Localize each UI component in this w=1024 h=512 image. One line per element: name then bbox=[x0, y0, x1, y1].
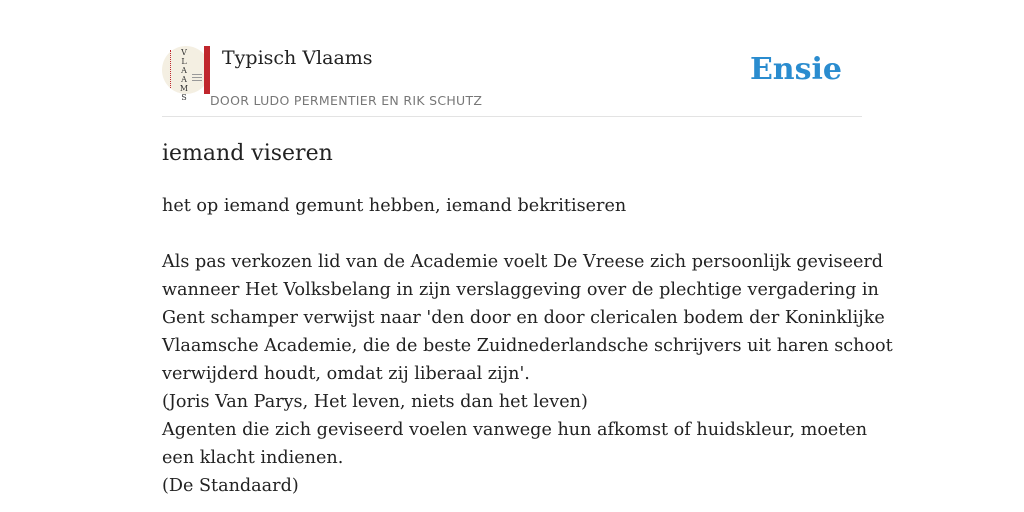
entry-content bbox=[162, 192, 893, 500]
logo-letter: L bbox=[181, 57, 187, 66]
entry-headword: iemand viseren bbox=[162, 141, 333, 166]
example-line: Agenten die zich geviseerd voelen vanwege hun afkomst of huidskleur, moeten bbox=[162, 420, 868, 440]
example-line: een klacht indienen. bbox=[162, 448, 344, 468]
logo-letters bbox=[176, 48, 192, 102]
example-line: Als pas verkozen lid van de Academie voelt De Vreese zich persoonlijk geviseerd bbox=[162, 252, 884, 272]
entry-definition: het op iemand gemunt hebben, iemand bekritiseren bbox=[162, 196, 627, 216]
example-line: wanneer Het Volksbelang in zijn verslaggeving over de plechtige vergadering in bbox=[162, 280, 879, 300]
logo-letter: V bbox=[181, 48, 187, 57]
logo-letter: A bbox=[181, 66, 187, 75]
example-line: Gent schamper verwijst naar 'den door en door clericalen bodem der Koninklijke bbox=[162, 308, 885, 328]
example-source: (De Standaard) bbox=[162, 476, 299, 496]
logo-letter: S bbox=[181, 93, 187, 102]
example-source: (Joris Van Parys, Het leven, niets dan het leven) bbox=[162, 392, 588, 412]
ensie-logo-link[interactable]: Ensie bbox=[749, 52, 842, 87]
example-line: verwijderd houdt, omdat zij liberaal zijn'. bbox=[162, 364, 530, 384]
logo-dotted-rule bbox=[170, 50, 173, 88]
example-line: Vlaamsche Academie, die de beste Zuidnederlandsche schrijvers uit haren schoot bbox=[162, 336, 893, 356]
logo-letter: M bbox=[179, 84, 189, 93]
paragraph-gap bbox=[162, 220, 872, 248]
blog-authors: DOOR LUDO PERMENTIER EN RIK SCHUTZ bbox=[210, 93, 483, 108]
logo-red-strip bbox=[204, 46, 210, 94]
logo-letter: A bbox=[181, 75, 187, 84]
blog-title[interactable]: Typisch Vlaams bbox=[222, 47, 373, 69]
site-header bbox=[162, 46, 862, 117]
blog-logo-icon[interactable] bbox=[162, 46, 210, 102]
logo-text-lines bbox=[192, 74, 202, 75]
